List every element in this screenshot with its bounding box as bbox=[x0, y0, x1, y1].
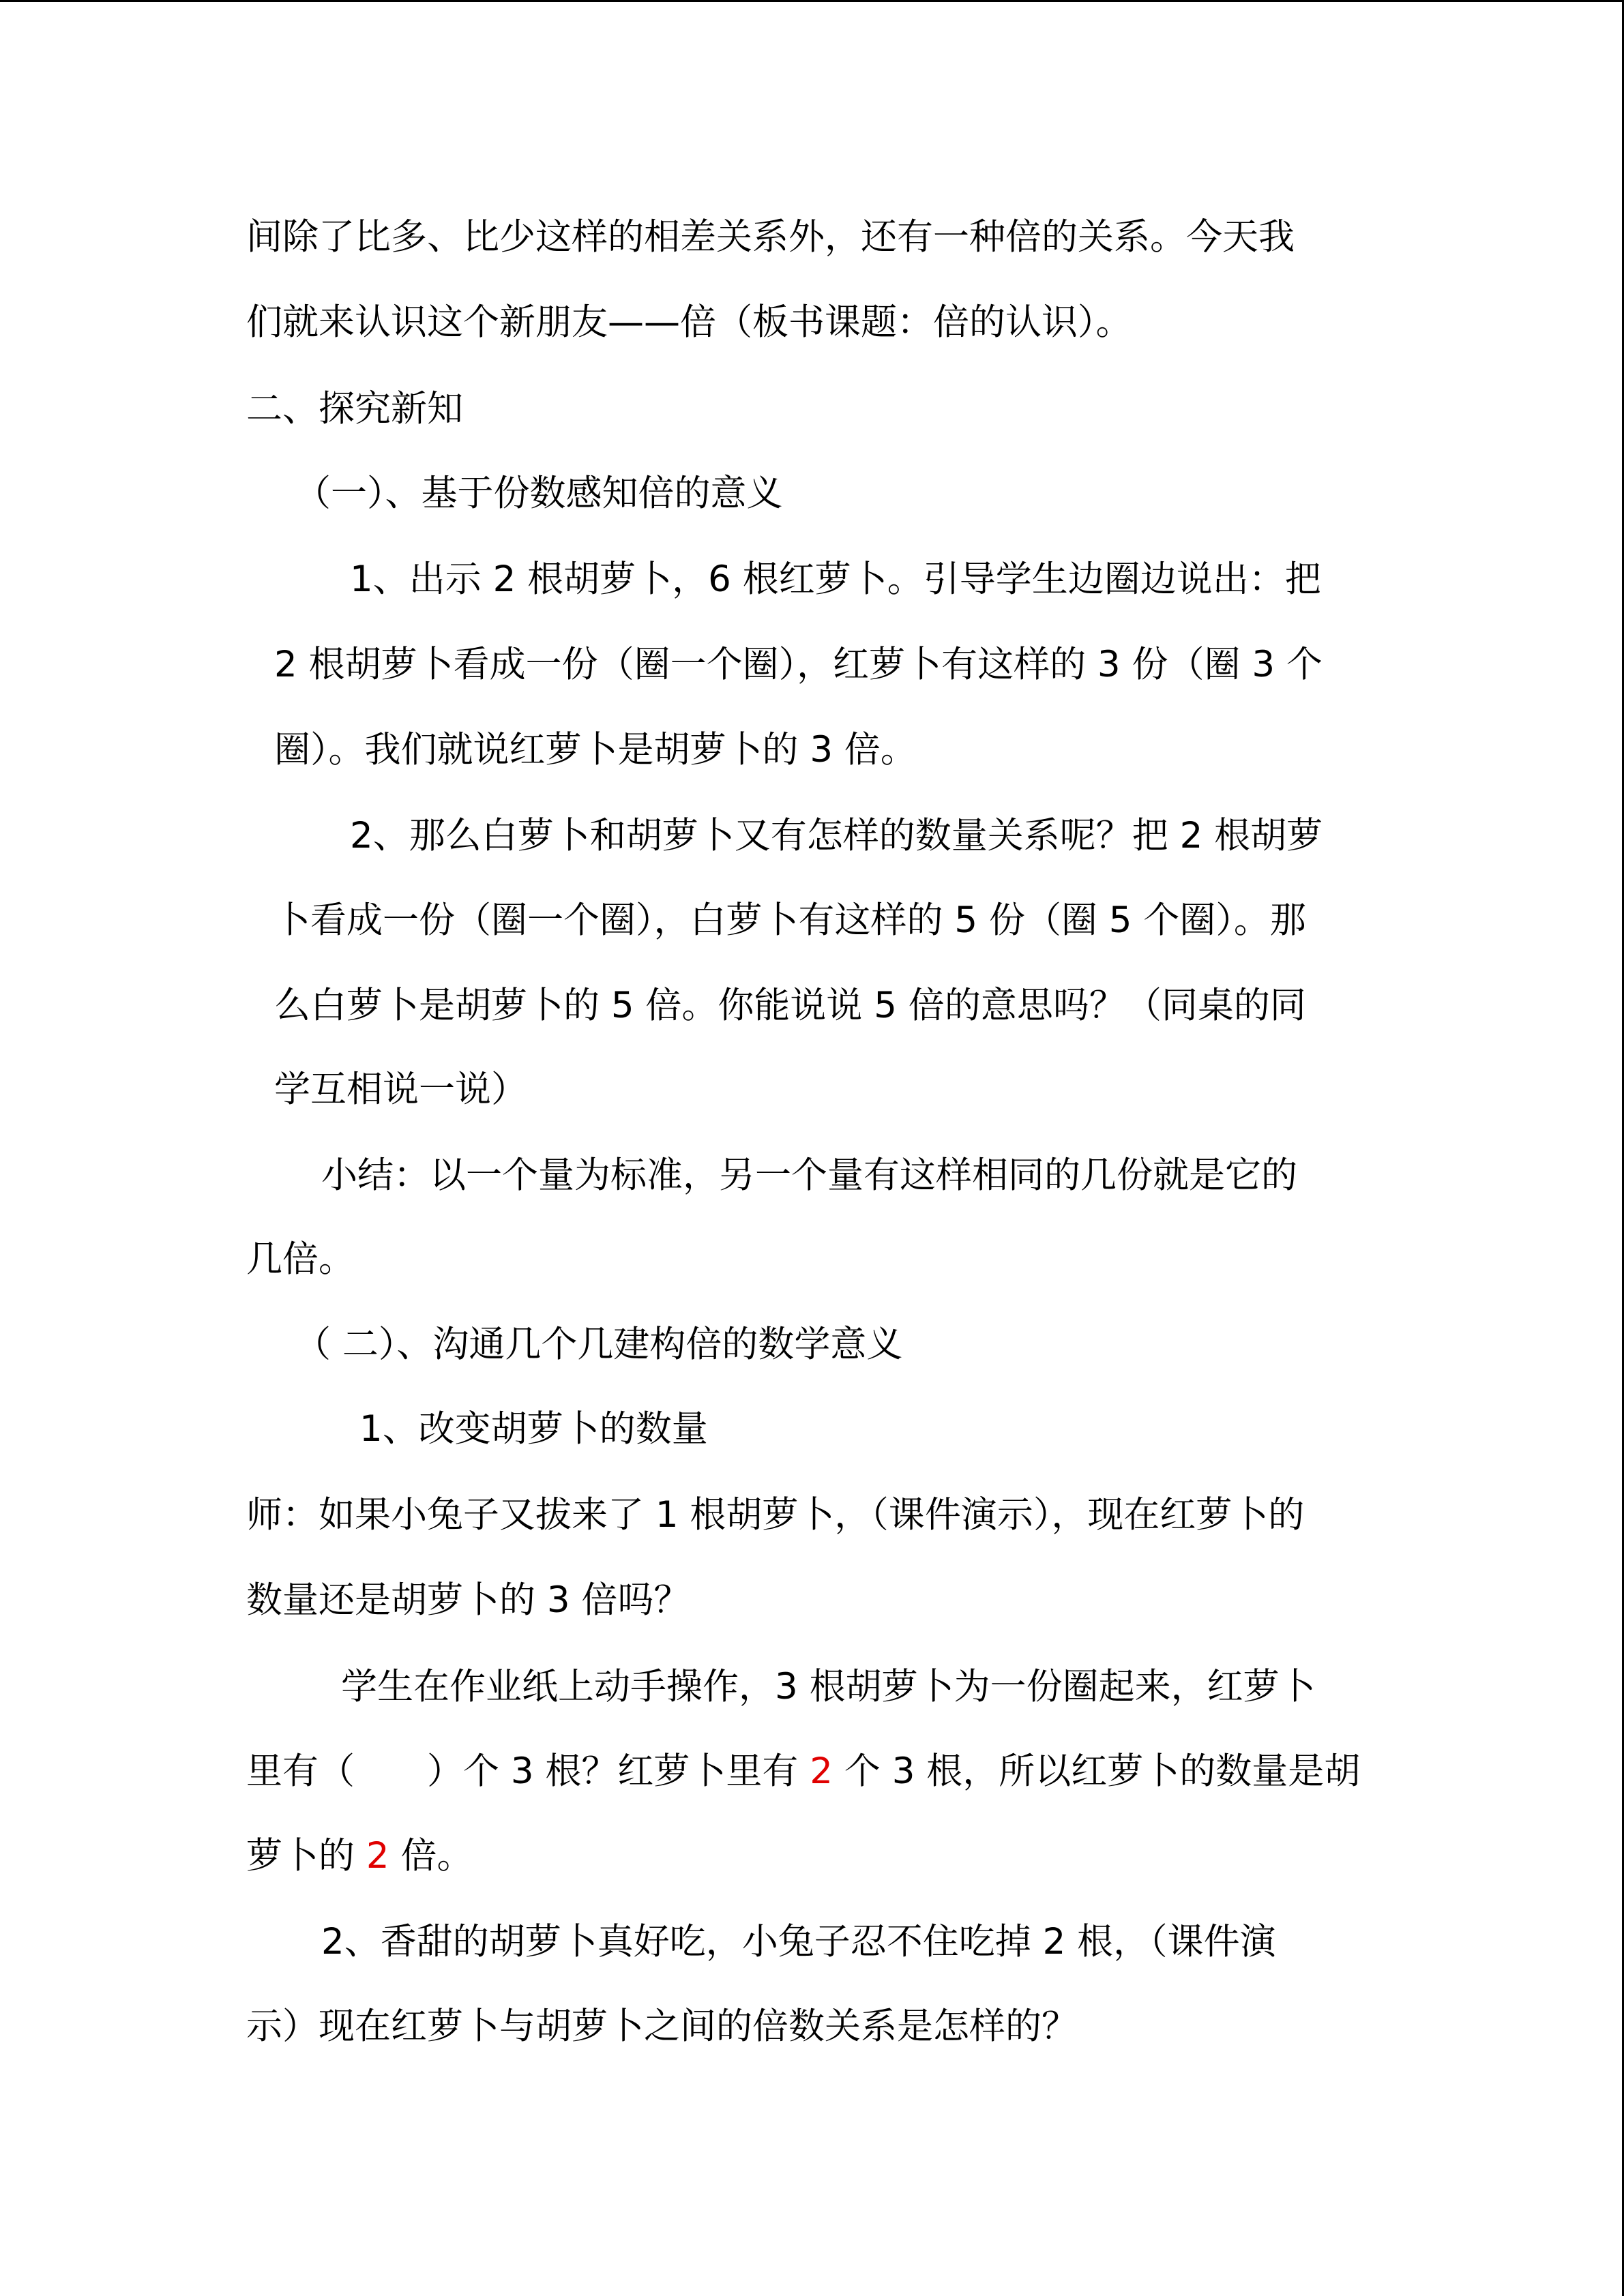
paragraph-line-6: 2 根胡萝卜看成一份（圈一个圈），红萝卜有这样的 3 份（圈 3 个 bbox=[274, 644, 1323, 685]
paragraph-line-11: 学互相说一说） bbox=[274, 1069, 527, 1110]
paragraph-line-10: 么白萝卜是胡萝卜的 5 倍。你能说说 5 倍的意思吗？（同桌的同 bbox=[274, 985, 1306, 1026]
paragraph-line-20 bbox=[246, 1834, 473, 1878]
paragraph-line-1: 间除了比多、比少这样的相差关系外，还有一种倍的关系。今天我 bbox=[246, 216, 1295, 258]
highlighted-number: 2 bbox=[810, 1750, 833, 1792]
paragraph-line-9: 卜看成一份（圈一个圈），白萝卜有这样的 5 份（圈 5 个圈）。那 bbox=[274, 899, 1306, 941]
paragraph-line-19 bbox=[246, 1750, 1360, 1793]
highlighted-number: 2 bbox=[366, 1835, 389, 1877]
paragraph-line-17: 数量还是胡萝卜的 3 倍吗？ bbox=[246, 1579, 690, 1621]
paragraph-line-7: 圈）。我们就说红萝卜是胡萝卜的 3 倍。 bbox=[274, 729, 917, 771]
paragraph-line-22: 示）现在红萝卜与胡萝卜之间的倍数关系是怎样的？ bbox=[246, 2006, 1078, 2047]
summary-line-2: 几倍。 bbox=[246, 1238, 355, 1280]
line-20-text-b: 倍。 bbox=[389, 1835, 473, 1877]
line-20-text-a: 萝卜的 bbox=[246, 1835, 366, 1877]
paragraph-line-8: 2、那么白萝卜和胡萝卜又有怎样的数量关系呢？把 2 根胡萝 bbox=[350, 815, 1323, 856]
paragraph-line-18: 学生在作业纸上动手操作，3 根胡萝卜为一份圈起来，红萝卜 bbox=[341, 1666, 1316, 1708]
paragraph-line-2: 们就来认识这个新朋友——倍（板书课题：倍的认识）。 bbox=[246, 301, 1132, 343]
subsection-heading-2: （ 二）、沟通几个几建构倍的数学意义 bbox=[295, 1324, 903, 1365]
paragraph-line-21: 2、香甜的胡萝卜真好吃，小兔子忍不住吃掉 2 根，（课件演 bbox=[321, 1921, 1276, 1963]
page-top-border bbox=[0, 0, 1624, 2]
line-19-text-a: 里有（ ）个 3 根？红萝卜里有 bbox=[246, 1750, 810, 1792]
paragraph-line-15: 1、改变胡萝卜的数量 bbox=[359, 1408, 708, 1450]
summary-line-1: 小结：以一个量为标准，另一个量有这样相同的几份就是它的 bbox=[321, 1154, 1297, 1196]
line-19-text-b: 个 3 根，所以红萝卜的数量是胡 bbox=[833, 1750, 1361, 1792]
subsection-heading-1: （一）、基于份数感知倍的意义 bbox=[295, 473, 783, 514]
paragraph-line-16: 师：如果小兔子又拔来了 1 根胡萝卜，（课件演示），现在红萝卜的 bbox=[246, 1494, 1305, 1536]
section-heading-explore: 二、探究新知 bbox=[246, 388, 463, 430]
paragraph-line-5: 1、出示 2 根胡萝卜，6 根红萝卜。引导学生边圈边说出：把 bbox=[350, 558, 1321, 600]
